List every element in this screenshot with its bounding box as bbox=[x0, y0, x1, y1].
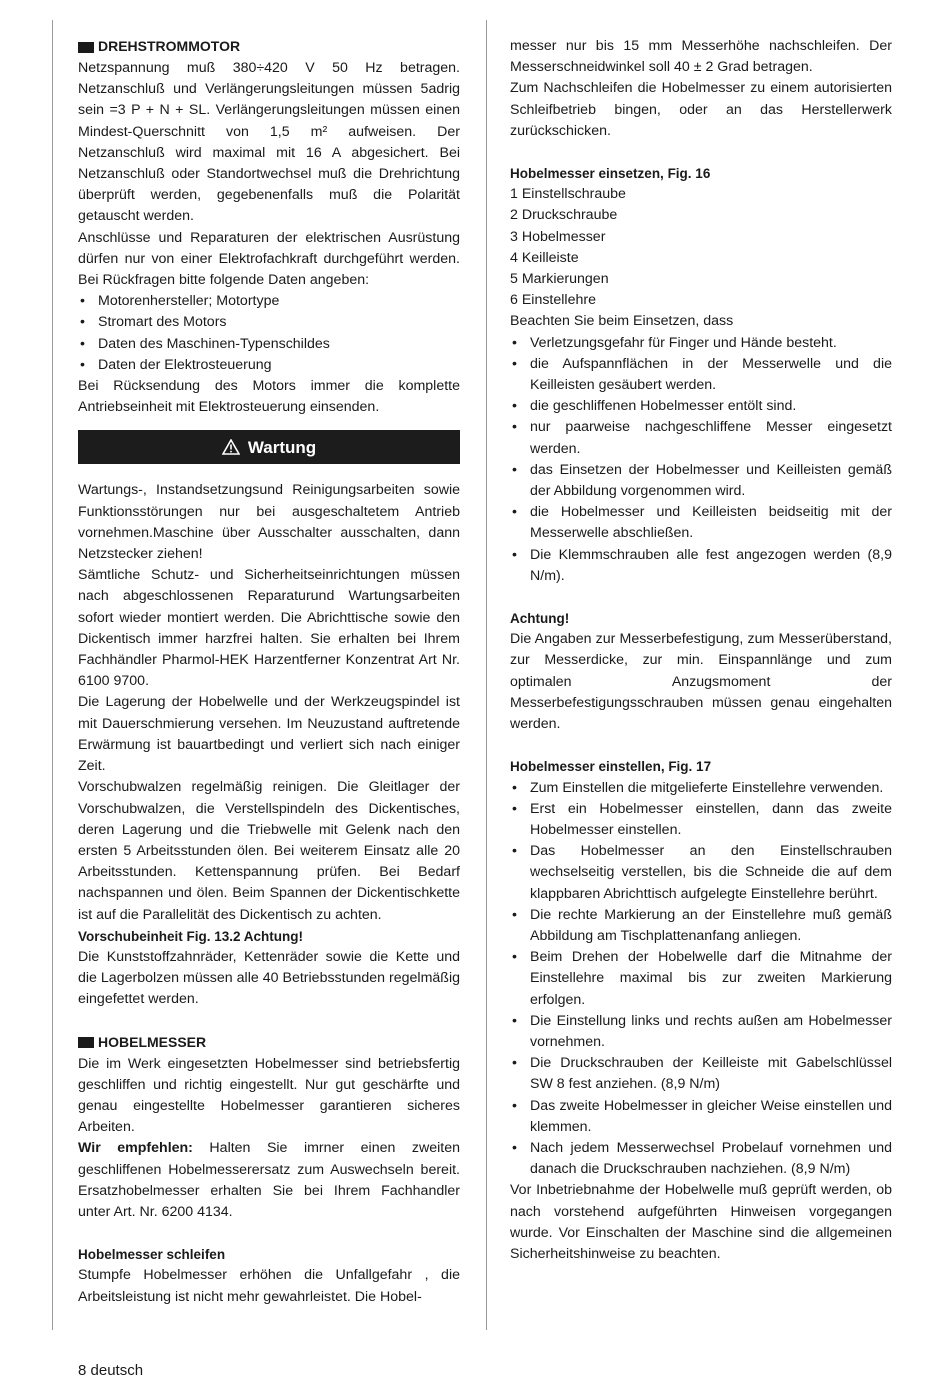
einsetzen-item: 3 Hobelmesser bbox=[510, 228, 606, 245]
vorschub-paragraph: Die Kunststoffzahnräder, Kettenräder sowie die Kette und die Lagerbolzen müssen alle 40 Betriebsstunden regelmäßig eingefettet werden. bbox=[78, 948, 460, 1008]
schleifen-paragraph-2: Zum Nachschleifen die Hobelmesser zu einem autorisierten Schleifbetrieb bingen, oder an das Herstellerwerk zurückschicken. bbox=[510, 80, 892, 139]
list-item: • Zum Einstellen die mitgelieferte Einstellehre verwenden. bbox=[510, 778, 892, 799]
wartung-paragraph-4: Vorschubwalzen regelmäßig reinigen. Die Gleitlager der Vorschubwalzen, die Verstellspindeln des Dickentisches, deren Lagerung und die Triebwelle mit Gelenk nach den ersten 5 Arbeitsstunden ölen. Bei weiterem Einsatz alle 20 Arbeitsstunden. Kettenspannung prüfen. Bei Bedarf nachspannen und ölen. Beim Spannen der Dickentischkette ist auf die Parallelität des Dickentisch zu achten. bbox=[78, 779, 460, 923]
page-number: 8 deutsch bbox=[78, 1362, 144, 1379]
list-item: • Die Klemmschrauben alle fest angezogen werden (8,9 N/m). bbox=[510, 545, 892, 587]
list-item: • Erst ein Hobelmesser einstellen, dann das zweite Hobelmesser einstellen. bbox=[510, 799, 892, 841]
achtung-paragraph: Die Angaben zur Messerbefestigung, zum Messerüberstand, zur Messerdicke, zur min. Einspannlänge und zum optimalen Anzugsmoment der Messerbefestigungsschrauben müssen genau eingehalten werden. bbox=[510, 631, 892, 733]
drehstrom-bullet-list bbox=[78, 291, 460, 376]
list-item: • Motorenhersteller; Motortype bbox=[78, 291, 460, 312]
schleifen-heading: Hobelmesser schleifen bbox=[78, 1247, 226, 1263]
list-item: • Das zweite Hobelmesser in gleicher Weise einstellen und klemmen. bbox=[510, 1096, 892, 1138]
wartung-paragraph-3: Die Lagerung der Hobelwelle und der Werkzeugspindel ist mit Dauerschmierung versehen. Im Neuzustand auftretende Erwärmung ist bauartbedingt und verliert sich nach einiger Zeit. bbox=[78, 694, 460, 775]
list-item: • das Einsetzen der Hobelmesser und Keilleisten gemäß der Abbildung vorgenommen wird. bbox=[510, 460, 892, 502]
drehstrom-paragraph-2: Anschlüsse und Reparaturen der elektrischen Ausrüstung dürfen nur von einer Elektrofachkraft durchgeführt werden. Bei Rückfragen bitte folgende Daten angeben: bbox=[78, 229, 460, 289]
square-bullet-icon bbox=[78, 42, 94, 53]
spacer bbox=[510, 142, 892, 163]
einsetzen-heading: Hobelmesser einsetzen, Fig. 16 bbox=[510, 166, 711, 182]
list-item: • die Aufspannflächen in der Messerwelle und die Keilleisten gesäubert werden. bbox=[510, 354, 892, 396]
spacer bbox=[78, 1223, 460, 1244]
einsetzen-item: 5 Markierungen bbox=[510, 271, 609, 288]
list-item: • Verletzungsgefahr für Finger und Hände besteht. bbox=[510, 333, 892, 354]
einstellen-heading: Hobelmesser einstellen, Fig. 17 bbox=[510, 759, 712, 775]
recommendation-text: Halten Sie imrner einen zweiten geschliffenen Hobelmesserersatz zum Auswechseln bereit. Ersatzhobelmesser erhalten Sie bei Ihrem Fachhandler unter Art. Nr. 6200 4134. bbox=[78, 1140, 460, 1220]
einsetzen-intro: Beachten Sie beim Einsetzen, dass bbox=[510, 313, 734, 330]
warning-triangle-icon bbox=[222, 439, 240, 455]
left-column bbox=[78, 36, 460, 1308]
list-item: • Daten der Elektrosteuerung bbox=[78, 355, 460, 376]
wartung-paragraph-2: Sämtliche Schutz- und Sicherheitseinrichtungen müssen nach abgeschlossenen Reparaturund Wartungsarbeiten sofort wieder montiert werden. Die Abrichttische sowie den Dickentisch immer harzfrei halten. Sie erhalten bei Ihrem Fachhändler Pharmol-HEK Harzentferner Konzentrat Art Nr. 6100 9700. bbox=[78, 567, 460, 690]
achtung-heading: Achtung! bbox=[510, 611, 570, 627]
section-heading-hobelmesser bbox=[78, 1032, 460, 1054]
spacer bbox=[510, 587, 892, 608]
list-item: • die geschliffenen Hobelmesser entölt sind. bbox=[510, 396, 892, 417]
schleifen-paragraph: Stumpfe Hobelmesser erhöhen die Unfallgefahr , die Arbeitsleistung ist nicht mehr gewahrleistet. Die Hobel- bbox=[78, 1267, 460, 1305]
right-column bbox=[510, 36, 892, 1265]
list-item: • Das Hobelmesser an den Einstellschrauben wechselseitig verstellen, bis die Schneide die auf dem klappbaren Abrichttisch aufgelegte Einstellehre berührt. bbox=[510, 841, 892, 905]
vorschub-heading: Vorschubeinheit Fig. 13.2 Achtung! bbox=[78, 928, 304, 944]
section-heading-drehstrommotor bbox=[78, 36, 460, 58]
list-item: • nur paarweise nachgeschliffene Messer eingesetzt werden. bbox=[510, 417, 892, 459]
spacer bbox=[78, 1011, 460, 1032]
einsetzen-bullet-list bbox=[510, 333, 892, 587]
final-paragraph: Vor Inbetriebnahme der Hobelwelle muß geprüft werden, ob nach vorstehend aufgeführten Hinweisen vorgegangen wurde. Vor Einschalten der Maschine sind die allgemeinen Sicherheitshinweise zu beachten. bbox=[510, 1182, 892, 1262]
einsetzen-item: 4 Keilleiste bbox=[510, 249, 579, 266]
wartung-title: Wartung bbox=[247, 437, 317, 457]
spacer bbox=[510, 735, 892, 756]
list-item: • Beim Drehen der Hobelwelle darf die Mitnahme der Einstellehre maximal bis zur zweiten Markierung erfolgen. bbox=[510, 947, 892, 1011]
list-item: • Daten des Maschinen-Typenschildes bbox=[78, 334, 460, 355]
column-divider-rule bbox=[486, 20, 487, 1330]
list-item: • Nach jedem Messerwechsel Probelauf vornehmen und danach die Druckschrauben nachziehen. (8,9 N/m) bbox=[510, 1138, 892, 1180]
drehstrom-title: DREHSTROMMOTOR bbox=[98, 38, 241, 55]
einsetzen-item: 1 Einstellschraube bbox=[510, 186, 626, 203]
recommendation-label: Wir empfehlen: bbox=[78, 1140, 193, 1157]
schleifen-continued: messer nur bis 15 mm Messerhöhe nachschleifen. Der Messerschneidwinkel soll 40 ± 2 Grad betragen. bbox=[510, 38, 892, 76]
list-item: • die Hobelmesser und Keilleisten beidseitig mit der Messerwelle abschließen. bbox=[510, 502, 892, 544]
einsetzen-item: 2 Druckschraube bbox=[510, 207, 618, 224]
list-item: • Stromart des Motors bbox=[78, 312, 460, 333]
drehstrom-paragraph-1: Netzspannung muß 380÷420 V 50 Hz betragen. Netzanschluß und Verlängerungsleitungen müssen 5adrig sein =3 P + N + SL. Verlängerungsleitungen müssen einen Mindest-Querschnitt von 1,5 m² aufweisen. Der Netzanschluß wird maximal mit 16 A abgesichert. Bei Netzanschluß oder Standortwechsel muß die Drehrichtung überprüft werden, gegebenenfalls muß die Polarität getauscht werden. bbox=[78, 60, 460, 225]
wartung-paragraph-1: Wartungs-, Instandsetzungsund Reinigungsarbeiten sowie Funktionsstörungen nur bei ausgeschaltetem Antrieb vornehmen.Maschine über Ausschalter ausschalten, dann Netzstecker ziehen! bbox=[78, 482, 460, 563]
drehstrom-paragraph-3: Bei Rücksendung des Motors immer die komplette Antriebseinheit mit Elektrosteuerung einsenden. bbox=[78, 378, 460, 416]
list-item: • Die Druckschrauben der Keilleiste mit Gabelschlüssel SW 8 fest anziehen. (8,9 N/m) bbox=[510, 1053, 892, 1095]
einsetzen-item: 6 Einstellehre bbox=[510, 292, 596, 309]
left-margin-rule bbox=[52, 20, 53, 1330]
square-bullet-icon bbox=[78, 1037, 94, 1048]
hobel-title: HOBELMESSER bbox=[98, 1033, 207, 1050]
list-item: • Die rechte Markierung an der Einstellehre muß gemäß Abbildung am Tischplattenanfang anliegen. bbox=[510, 905, 892, 947]
list-item: • Die Einstellung links und rechts außen am Hobelmesser vornehmen. bbox=[510, 1011, 892, 1053]
wartung-banner bbox=[78, 430, 460, 464]
hobel-paragraph-1: Die im Werk eingesetzten Hobelmesser sind betriebsfertig geschliffen und richtig eingestellt. Nur gut geschärfte und genau eingestellte Hobelmesser garantieren sicheres Arbeiten. bbox=[78, 1055, 460, 1136]
einstellen-bullet-list bbox=[510, 778, 892, 1181]
hobel-paragraph-2 bbox=[78, 1138, 460, 1223]
